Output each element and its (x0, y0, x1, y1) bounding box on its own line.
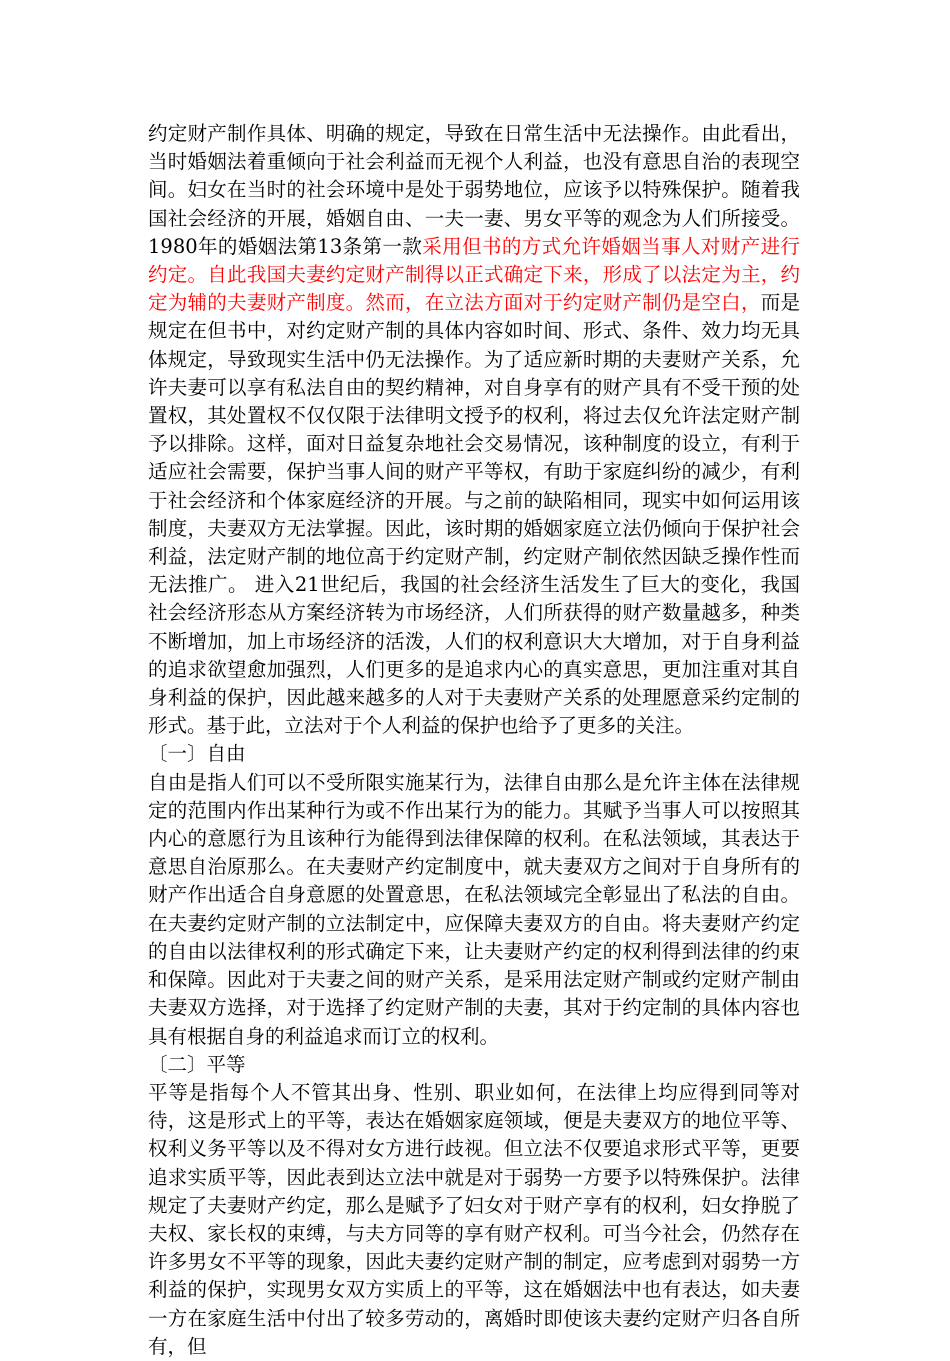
section-body-freedom: 自由是指人们可以不受所限实施某行为，法律自由那么是允许主体在法律规定的范围内作出某种行为或不作出某行为的能力。其赋予当事人可以按照其内心的意愿行为且该种行为能得到法律保障的权利。在私法领域，其表达于意思自治原那么。在夫妻财产约定制度中，就夫妻双方之间对于自身所有的财产作出适合自身意愿的处置意思，在私法领域完全彰显出了私法的自由。在夫妻约定财产制的立法制定中，应保障夫妻双方的自由。将夫妻财产约定的自由以法律权利的形式确定下来，让夫妻财产约定的权利得到法律的约束和保障。因此对于夫妻之间的财产关系，是采用法定财产制或约定财产制由夫妻双方选择，对于选择了约定财产制的夫妻，其对于约定制的具体内容也具有根据自身的利益追求而订立的权利。 (148, 770, 800, 1048)
document-page (148, 120, 800, 1361)
intro-text-continued: 而是规定在但书中，对约定财产制的具体内容如时间、形式、条件、效力均无具体规定，导致现实生活中仍无法操作。为了适应新时期的夫妻财产关系，允许夫妻可以享有私法自由的契约精神，对自身享有的财产具有不受干预的处置权，其处置权不仅仅限于法律明文授予的权利，将过去仅允许法定财产制予以排除。这样，面对日益复杂地社会交易情况，该种制度的设立，有利于适应社会需要，保护当事人间的财产平等权，有助于家庭纠纷的减少，有利于社会经济和个体家庭经济的开展。与之前的缺陷相同，现实中如何运用该制度，夫妻双方无法掌握。因此，该时期的婚姻家庭立法仍倾向于保护社会利益，法定财产制的地位高于约定财产制，约定财产制依然因缺乏操作性而无法推广。 进入21世纪后，我国的社会经济生活发生了巨大的变化，我国社会经济形态从方案经济转为市场经济，人们所获得的财产数量越多，种类不断增加，加上市场经济的活泼，人们的权利意识大大增加，对于自身利益的追求欲望愈加强烈，人们更多的是追求内心的真实意思，更加注重对其自身利益的保护，因此越来越多的人对于夫妻财产关系的处理愿意采约定制的形式。基于此，立法对于个人利益的保护也给予了更多的关注。 (148, 291, 800, 738)
section-body-equality: 平等是指每个人不管其出身、性别、职业如何，在法律上均应得到同等对待，这是形式上的平等，表达在婚姻家庭领域，便是夫妻双方的地位平等、权利义务平等以及不得对女方进行歧视。但立法不仅要追求形式平等，更要追求实质平等，因此表到达立法中就是对于弱势一方要予以特殊保护。法律规定了夫妻财产约定，那么是赋予了妇女对于财产享有的权利，妇女挣脱了夫权、家长权的束缚，与夫方同等的享有财产权利。可当今社会，仍然存在许多男女不平等的现象，因此夫妻约定财产制的制定，应考虑到对弱势一方利益的保护，实现男女双方实质上的平等，这在婚姻法中也有表达，如夫妻一方在家庭生活中付出了较多劳动的，离婚时即使该夫妻约定财产归各自所有，但 (148, 1080, 800, 1358)
intro-highlighted-text: 采用但书的方式允许婚姻当事人对财产进行约定。自此我国夫妻约定财产制得以正式确定下来，形成了以法定为主，约定为辅的夫妻财产制度。然而，在立法方面对于约定财产制仍是空白， (148, 234, 800, 315)
intro-paragraph (148, 120, 800, 740)
section-heading-equality: 〔二〕平等 (148, 1052, 246, 1076)
intro-text: 约定财产制作具体、明确的规定，导致在日常生活中无法操作。由此看出，当时婚姻法着重倾向于社会利益而无视个人利益，也没有意思自治的表现空间。妇女在当时的社会环境中是处于弱势地位，应该予以特殊保护。随着我国社会经济的开展，婚姻自由、一夫一妻、男女平等的观念为人们所接受。1980年的婚姻法第13条第一款 (148, 122, 800, 258)
section-heading-freedom: 〔一〕自由 (148, 742, 246, 766)
